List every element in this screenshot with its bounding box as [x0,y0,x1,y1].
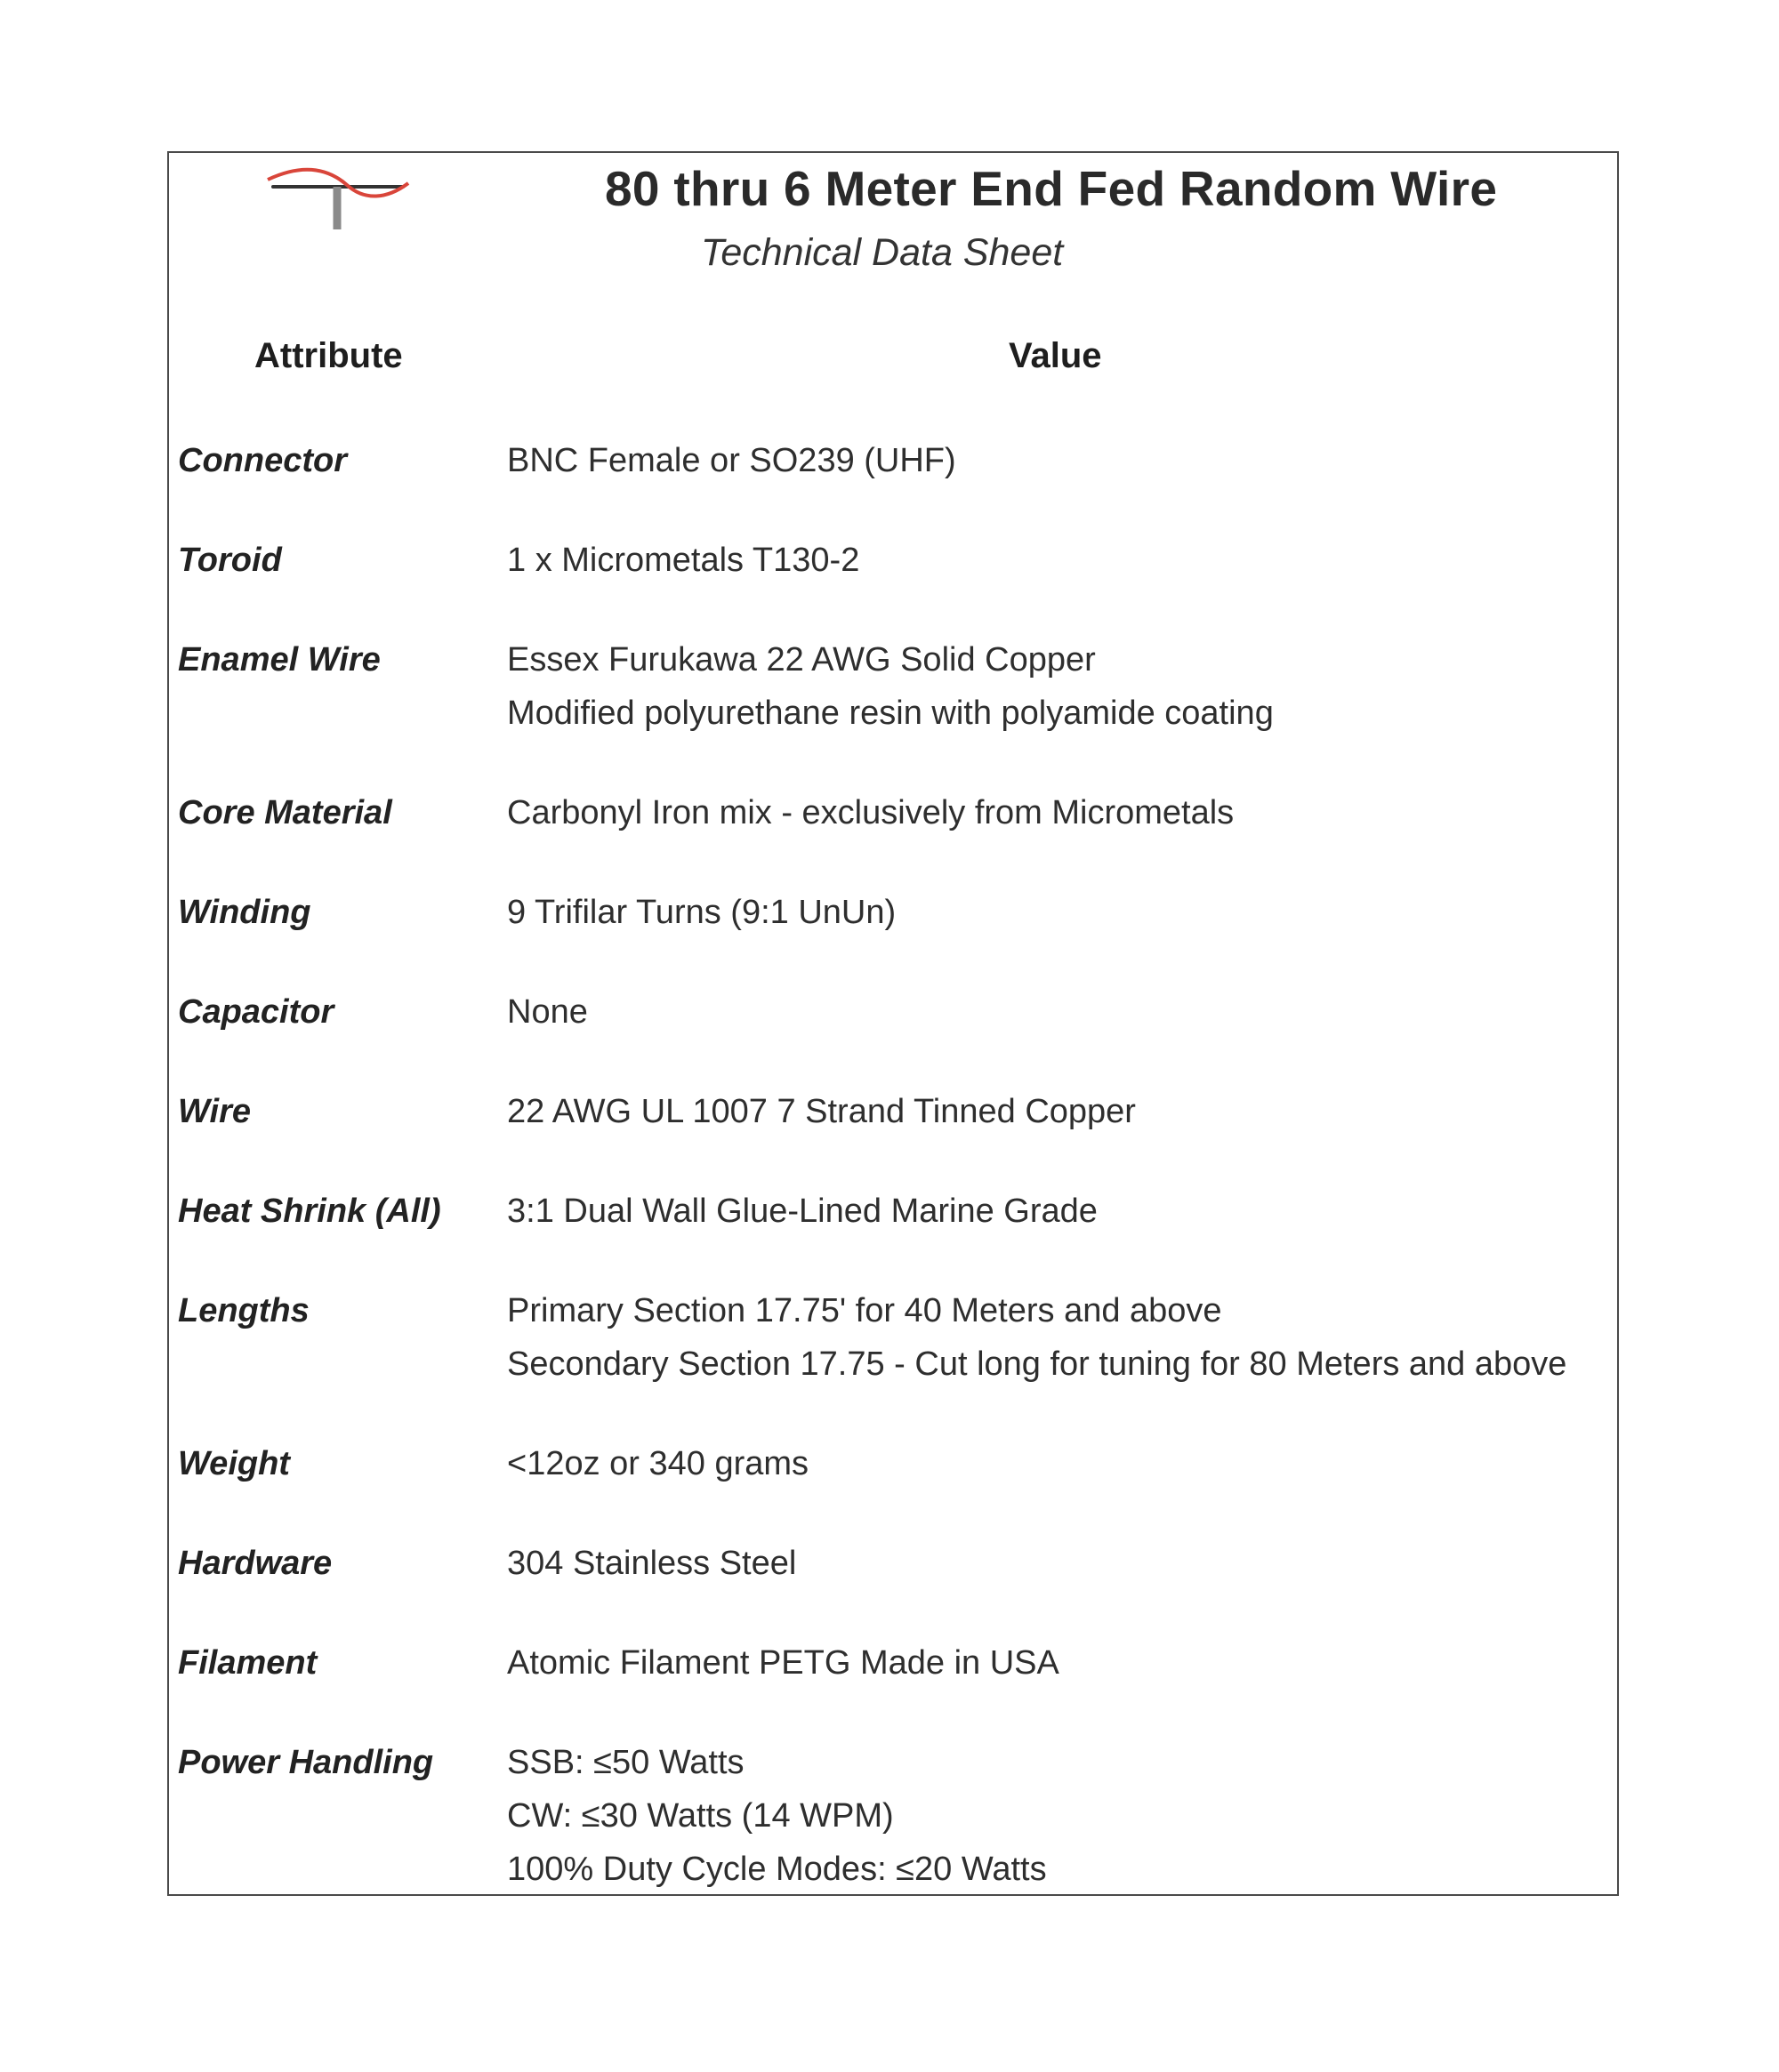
attribute-cell: Capacitor [178,993,334,1031]
value-line: Primary Section 17.75' for 40 Meters and above [507,1292,1222,1329]
value-cell [507,434,1619,487]
attribute-cell: Hardware [178,1545,333,1582]
value-cell [507,1537,1619,1590]
value-line: SSB: ≤50 Watts [507,1744,745,1781]
page-subtitle: Technical Data Sheet [701,231,1064,274]
value-cell [507,1736,1619,1896]
table-row [178,1537,1619,1590]
attribute-cell: Connector [178,442,347,479]
value-line: CW: ≤30 Watts (14 WPM) [507,1797,894,1835]
table-row [178,786,1619,839]
attribute-cell: Lengths [178,1292,310,1329]
table-row [178,1636,1619,1690]
attribute-cell: Wire [178,1093,252,1130]
attribute-column-header: Attribute [254,336,403,375]
value-line: 304 Stainless Steel [507,1545,797,1582]
value-line: BNC Female or SO239 (UHF) [507,442,956,479]
value-column-header: Value [1009,336,1102,375]
attribute-cell: Core Material [178,794,392,831]
value-line: Modified polyurethane resin with polyamide coating [507,695,1274,732]
value-cell [507,1185,1619,1238]
value-cell [507,534,1619,587]
data-sheet [167,151,1619,1896]
value-line: None [507,993,588,1031]
table-row [178,985,1619,1039]
value-line: Carbonyl Iron mix - exclusively from Micrometals [507,794,1235,831]
attribute-cell: Filament [178,1644,318,1682]
value-cell [507,886,1619,939]
value-line: Secondary Section 17.75 - Cut long for tuning for 80 Meters and above [507,1345,1567,1383]
table-row [178,1437,1619,1490]
value-cell [507,1085,1619,1138]
table-row [178,434,1619,487]
page-title: 80 thru 6 Meter End Fed Random Wire [605,161,1498,216]
value-line: Atomic Filament PETG Made in USA [507,1644,1059,1682]
value-line: 100% Duty Cycle Modes: ≤20 Watts [507,1851,1047,1888]
value-line: 3:1 Dual Wall Glue-Lined Marine Grade [507,1193,1098,1230]
value-cell [507,1437,1619,1490]
value-cell [507,1636,1619,1690]
table-row [178,1185,1619,1238]
table-row [178,1085,1619,1138]
attribute-cell: Power Handling [178,1744,434,1781]
value-line: 1 x Micrometals T130-2 [507,542,860,579]
antenna-logo-icon [262,160,414,231]
value-cell [507,985,1619,1039]
table-row [178,633,1619,740]
value-line: 9 Trifilar Turns (9:1 UnUn) [507,894,897,931]
table-row [178,1736,1619,1896]
attribute-cell: Toroid [178,542,282,579]
table-row [178,886,1619,939]
value-line: Essex Furukawa 22 AWG Solid Copper [507,641,1096,679]
value-line: <12oz or 340 grams [507,1445,809,1482]
table-row [178,534,1619,587]
value-cell [507,1284,1619,1391]
attribute-cell: Heat Shrink (All) [178,1193,441,1230]
spec-table [178,434,1619,1896]
attribute-cell: Weight [178,1445,290,1482]
attribute-cell: Enamel Wire [178,641,381,679]
attribute-cell: Winding [178,894,311,931]
value-line: 22 AWG UL 1007 7 Strand Tinned Copper [507,1093,1136,1130]
value-cell [507,786,1619,839]
table-row [178,1284,1619,1391]
value-cell [507,633,1619,740]
